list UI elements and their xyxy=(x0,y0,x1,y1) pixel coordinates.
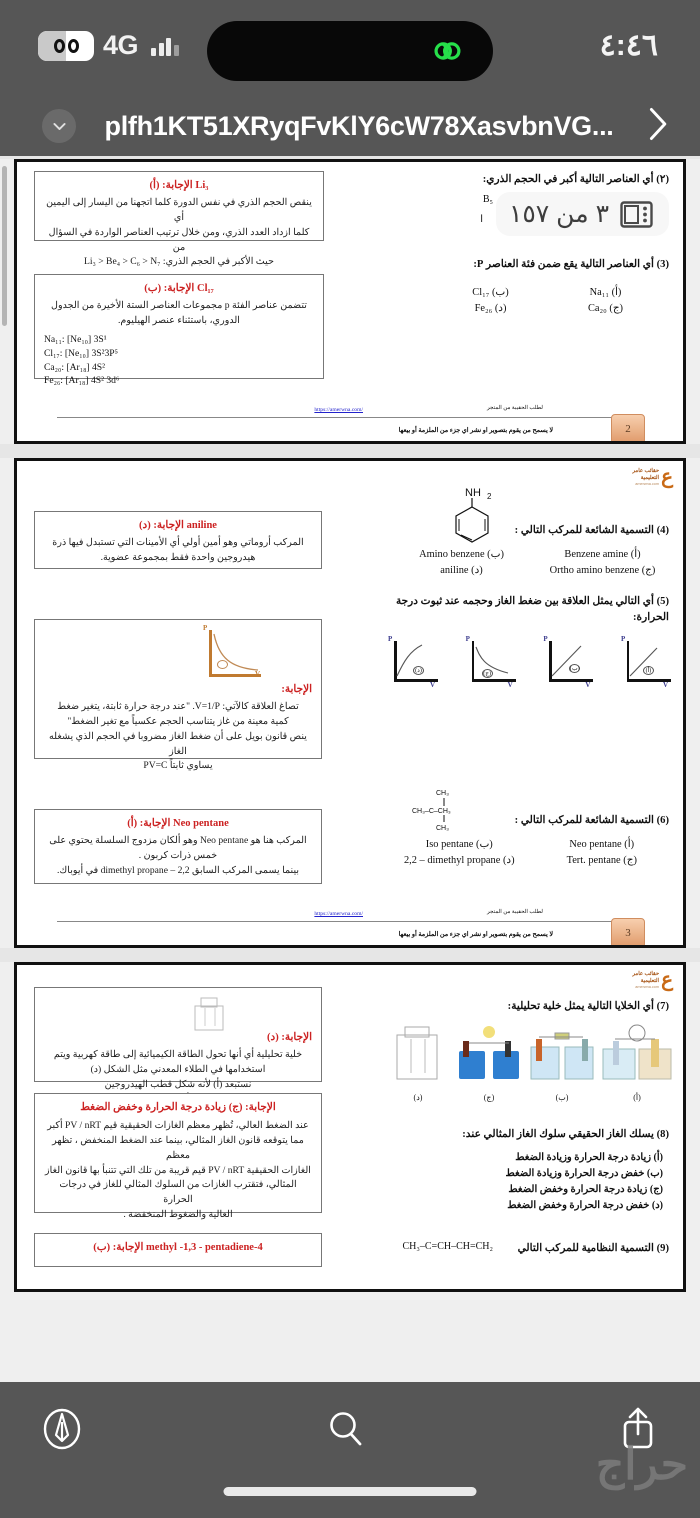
answer-heading: الإجابة: xyxy=(281,684,312,695)
answer-box xyxy=(34,809,322,884)
page-indicator-overlay xyxy=(496,192,669,236)
question-7-title: (7) أي الخلايا التالية يمثل خلية تحليلية: xyxy=(507,1001,669,1012)
markup-pen-icon[interactable] xyxy=(42,1408,82,1455)
home-indicator[interactable] xyxy=(224,1487,477,1496)
network-type-label: 4G xyxy=(103,30,139,60)
option-d[interactable]: aniline (د) xyxy=(440,565,483,576)
status-clock: ٤:٤٦ xyxy=(599,29,658,62)
plot-label-a: (أ) xyxy=(643,666,654,675)
svg-text:NH: NH xyxy=(465,487,481,499)
footer-copyright-note: لا يسمح من يقوم بتصوير او نشر اي جزء من الملزمة أو بيعها xyxy=(398,427,553,434)
chevron-down-icon[interactable] xyxy=(42,109,76,143)
option-d[interactable]: (د) خفض درجة الحرارة وخفض الضغط xyxy=(507,1200,663,1211)
answer-box xyxy=(34,1233,322,1267)
svg-text:CH₃: CH₃ xyxy=(436,825,449,832)
option-b[interactable]: (ب) خفض درجة الحرارة وزيادة الضغط xyxy=(505,1168,663,1179)
option-d[interactable]: Fe₂₆ (د) xyxy=(474,303,507,314)
option-b[interactable]: Cl₁₇ (ب) xyxy=(472,287,509,298)
answer-heading: 4-methyl -1,3 - pentadiene الإجابة: (ب) xyxy=(93,1242,263,1253)
status-left-group xyxy=(38,30,179,61)
chevron-right-icon[interactable] xyxy=(642,105,672,148)
document-filename: plfh1KT51XRyqFvKlY6cW78XasvbnVG... xyxy=(104,110,614,141)
answer-heading: الإجابة: (د) xyxy=(267,1032,312,1043)
pentadiene-structure: CH₃–C=CH–CH=CH₂ xyxy=(402,1241,493,1252)
plot-option-d[interactable]: P V (د) xyxy=(388,639,440,685)
answer-heading: Li₃ الإجابة: (أ) xyxy=(149,180,209,191)
dual-sim-icon xyxy=(38,31,94,61)
vertical-scrollbar[interactable] xyxy=(2,166,7,326)
logo-site: amerwna.com xyxy=(635,481,660,486)
cell-option-b[interactable] xyxy=(527,1023,597,1102)
search-icon[interactable] xyxy=(325,1408,367,1455)
answer-body: ينقص الحجم الذري في نفس الدورة كلما اتجهنا من اليسار إلى اليمين أي كلما ازداد العدد الذري، ومن خلال ترتيب العناصر الواردة في السؤال من حيث الأكبر في الحجم الذري: Li₃ > Be₄ > C₆ > N₇ xyxy=(46,197,312,268)
document-title-bar xyxy=(0,96,700,156)
answer-body: المركب أروماتي وهو أمين أولي أي الأمينات التي تستبدل فيها ذرة هيدروجين واحدة فقط بمجموعة عضوية. xyxy=(52,537,304,563)
question-4-title: (4) التسمية الشائعة للمركب التالي : xyxy=(514,525,669,536)
cell-caption-b: (ب) xyxy=(555,1093,569,1102)
answer-box xyxy=(34,1093,322,1221)
answer-box xyxy=(34,987,322,1090)
question-7-cell-images xyxy=(385,1023,675,1102)
question-2-option-partial-2: ا xyxy=(480,214,483,225)
option-a[interactable]: Benzene amine (أ) xyxy=(564,549,641,560)
bottom-toolbar xyxy=(0,1382,700,1518)
footer-link[interactable]: https://amerwna.com/ xyxy=(314,407,363,413)
answer-box xyxy=(34,274,324,387)
answer-heading: aniline الإجابة: (د) xyxy=(139,520,217,531)
document-page-3 xyxy=(14,458,686,948)
publisher-logo xyxy=(632,467,673,487)
publisher-logo xyxy=(632,970,673,990)
option-c[interactable]: Ortho amino benzene (ج) xyxy=(549,565,656,576)
document-page-4 xyxy=(14,962,686,1292)
svg-text:CH₃–C–CH₃: CH₃–C–CH₃ xyxy=(412,808,451,815)
footer-link-prefix: لطلب الحقيبة من المتجر xyxy=(486,405,543,411)
svg-text:CH₃: CH₃ xyxy=(436,790,449,797)
logo-line1: حقائب عامر xyxy=(632,468,660,475)
cell-caption-c: (ج) xyxy=(483,1093,495,1102)
cell-caption-d: (د) xyxy=(413,1093,423,1102)
svg-text:2: 2 xyxy=(487,492,492,501)
question-2-option-partial: B₅ xyxy=(482,194,493,205)
signal-bars-icon xyxy=(151,36,179,56)
question-2-title: (٢) أي العناصر التالية أكبر في الحجم الذري: xyxy=(482,174,669,185)
cell-option-d[interactable] xyxy=(385,1023,451,1102)
question-9-title: (9) التسمية النظامية للمركب التالي xyxy=(517,1243,669,1254)
document-scroll-area[interactable] xyxy=(0,156,700,1382)
option-c[interactable]: Ca₂₀ (ج) xyxy=(587,303,624,314)
page-layout-icon xyxy=(620,201,653,228)
question-8-options xyxy=(403,1150,663,1214)
cell-option-c[interactable] xyxy=(453,1023,525,1102)
plot-option-b[interactable]: P V (ب) xyxy=(543,639,595,685)
plot-option-a[interactable]: P V (أ) xyxy=(621,639,673,685)
question-3-title: (3) أي العناصر التالية يقع ضمن فئة العناصر P: xyxy=(473,259,669,270)
option-a[interactable]: Na₁₁ (أ) xyxy=(589,287,622,298)
page-indicator-text: ٣ من ١٥٧ xyxy=(508,200,609,228)
footer-divider xyxy=(57,921,625,922)
option-c[interactable]: (ج) زيادة درجة الحرارة وخفض الضغط xyxy=(508,1184,663,1195)
logo-line2: التعليمية xyxy=(640,475,660,481)
answer-body: تصاغ العلاقة كالآتي: V=1/P. "عند درجة حرارة ثابتة، يتغير ضغط كمية معينة من غاز يتناسب الحجم عكسياً مع تغير الضغط" ينص قانون بويل على أن ضغط الغاز مضروبا في الحجم الذي يشغله الغاز يساوي ثابتاً PV=C xyxy=(49,701,307,772)
question-5-plot-row xyxy=(388,635,673,689)
cell-caption-a: (أ) xyxy=(633,1093,641,1102)
answer-body: خلية تحليلية أي أنها تحول الطاقة الكيميائية إلى طاقة كهربية ويتم استخدامها في الطلاء المعدني مثل الشكل (د) نستبعد (أ) لأنه شكل قطب الهيدروجين xyxy=(53,1049,303,1090)
page-number-badge: 2 xyxy=(611,414,645,444)
option-b[interactable]: Iso pentane (ب) xyxy=(425,839,493,850)
option-a[interactable]: (أ) زيادة درجة الحرارة وزيادة الضغط xyxy=(515,1152,663,1163)
answer-heading: الإجابة: (ج) زيادة درجة الحرارة وخفض الضغط xyxy=(80,1102,276,1113)
question-4-options xyxy=(391,546,673,578)
footer-link[interactable]: https://amerwna.com/ xyxy=(314,911,363,917)
logo-line2: التعليمية xyxy=(640,978,660,984)
answer-heading: Neo pentane الإجابة: (أ) xyxy=(127,818,229,829)
plot-label-c: (ج) xyxy=(483,671,492,677)
answer-box xyxy=(34,619,322,772)
option-a[interactable]: Neo pentane (أ) xyxy=(569,839,635,850)
answer-heading: Cl₁₇ الإجابة: (ب) xyxy=(144,283,214,294)
question-3-options xyxy=(433,284,663,316)
question-5-title: (5) أي التالي يمثل العلاقة بين ضغط الغاز وحجمه عند ثبوت درجة الحرارة: xyxy=(395,596,669,623)
electrolytic-cell-icon xyxy=(187,994,235,1034)
plot-label-b: (ب) xyxy=(569,666,580,672)
logo-glyph: ع xyxy=(661,969,673,991)
footer-link-prefix: لطلب الحقيبة من المتجر xyxy=(486,909,543,915)
plot-label-d: (د) xyxy=(413,666,424,675)
neopentane-structure-icon xyxy=(410,786,488,834)
boyle-law-plot: P xyxy=(203,628,265,684)
question-8-title: (8) يسلك الغاز الحقيقي سلوك الغاز المثالي عند: xyxy=(462,1129,669,1140)
answer-body: تتضمن عناصر الفئة p مجموعات العناصر الستة الأخيرة من الجدول الدوري، باستثناء عنصر الهيليوم. xyxy=(51,300,307,326)
option-b[interactable]: Amino benzene (ب) xyxy=(419,549,504,560)
answer-body: المركب هنا هو Neo pentane وهو ألكان مزدوج السلسلة يحتوي على خمس ذرات كربون . بينما يسمى المركب السابق 2,2 – dimethyl propane في أيوباك. xyxy=(49,835,307,876)
footer-divider xyxy=(57,417,625,418)
option-d[interactable]: 2,2 – dimethyl propane (د) xyxy=(403,855,515,866)
question-6-options xyxy=(388,836,673,868)
logo-line1: حقائب عامر xyxy=(632,971,660,978)
answer-box xyxy=(34,511,322,569)
plot-option-c[interactable]: P V (ج) xyxy=(466,639,518,685)
screen-recording-link-icon xyxy=(428,32,466,70)
cell-option-a[interactable] xyxy=(599,1023,675,1102)
answer-box xyxy=(34,171,324,268)
dynamic-island xyxy=(207,21,493,81)
question-6-title: (6) التسمية الشائعة للمركب التالي : xyxy=(514,815,669,826)
option-c[interactable]: Tert. pentane (ج) xyxy=(566,855,637,866)
electron-configurations: Na₁₁: [Ne₁₀] 3S¹ Cl₁₇: [Ne₁₀] 3S²3P⁵ Ca₂₀: [Ar₁₈] 4S² Fe₂₆: [Ar₁₈] 4S² 3d⁶ xyxy=(44,333,120,387)
plot-marker xyxy=(217,660,228,669)
status-bar xyxy=(0,0,700,96)
page-number-badge: 3 xyxy=(611,918,645,948)
logo-glyph: ع xyxy=(661,466,673,488)
answer-body: عند الضغط العالي، تُظهر معظم الغازات الحقيقية قيم PV / nRT أكبر مما يتوقعه قانون الغاز المثالي، بينما عند الضغط المنخفض ، تظهر معظم الغازات الحقيقية PV / nRT قيم قريبة من تلك التي تتنبأ بها قانون الغاز المثالي، فتقترب الغازات من السلوك المثالي للغاز في درجات الحرارة العالية والضغوط المنخفضة . xyxy=(45,1120,311,1221)
footer-copyright-note: لا يسمح من يقوم بتصوير او نشر اي جزء من الملزمة أو بيعها xyxy=(398,931,553,938)
haraj-watermark: حراج xyxy=(595,1440,688,1489)
logo-site: amerwna.com xyxy=(635,984,660,989)
